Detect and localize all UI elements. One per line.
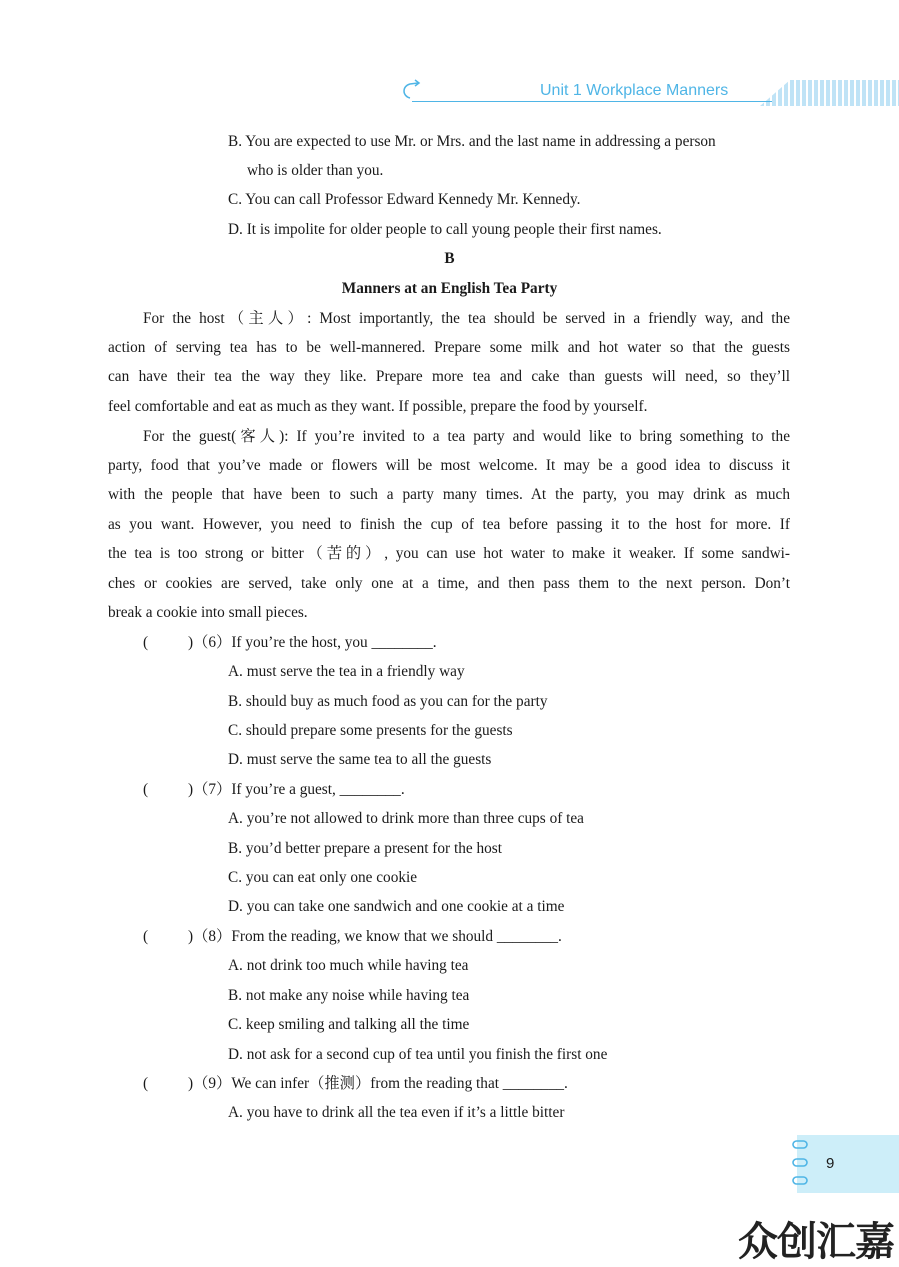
header-stripe-decoration [760,80,899,106]
page-number: 9 [826,1155,835,1172]
passage-line: For the host（主人）: Most importantly, the tea should be served in a friendly way, and the [143,310,790,327]
passage-line: break a cookie into small pieces. [108,604,308,621]
section-letter: B [444,250,455,267]
answer-blank-open[interactable]: ( [143,634,149,651]
question-6-option-d: D. must serve the same tea to all the guests [228,751,492,768]
passage-line: For the guest(客人): If you’re invited to a tea party and would like to bring something to the [143,428,790,445]
answer-blank-open[interactable]: ( [143,928,149,945]
question-7-stem: )（7）If you’re a guest, ________. [188,781,405,798]
question-7-option-a: A. you’re not allowed to drink more than three cups of tea [228,810,584,827]
page-number-tab [797,1135,899,1193]
question-9-option-a: A. you have to drink all the tea even if it’s a little bitter [228,1104,565,1121]
unit-title: Unit 1 Workplace Manners [540,82,729,99]
passage-line: can have their tea the way they like. Prepare more tea and cake than guests will need, so they’ll [108,368,790,385]
option-d: D. It is impolite for older people to call young people their first names. [228,221,662,238]
answer-blank-open[interactable]: ( [143,1075,149,1092]
passage-line: as you want. However, you need to finish the cup of tea before passing it to the host for more. If [108,516,790,533]
header-rule [412,101,772,102]
question-7-option-b: B. you’d better prepare a present for the host [228,840,502,857]
question-6-stem: )（6）If you’re the host, you ________. [188,634,437,651]
passage-line: party, food that you’ve made or flowers will be most welcome. It may be a good idea to discuss it [108,457,790,474]
passage-line: feel comfortable and eat as much as they want. If possible, prepare the food by yourself. [108,398,648,415]
passage-title: Manners at an English Tea Party [341,280,558,297]
question-8-option-a: A. not drink too much while having tea [228,957,469,974]
watermark-logo: 众创汇嘉 [738,1219,894,1265]
passage-line: the tea is too strong or bitter（苦的）, you can use hot water to make it weaker. If some sandwi- [108,545,790,562]
running-header [400,76,899,110]
passage-line: action of serving tea has to be well-mannered. Prepare some milk and hot water so that the guests [108,339,790,356]
question-7-option-c: C. you can eat only one cookie [228,869,418,886]
option-b-line2: who is older than you. [247,162,384,179]
answer-blank-open[interactable]: ( [143,781,149,798]
binder-rings-icon [790,1138,810,1188]
question-8-option-b: B. not make any noise while having tea [228,987,470,1004]
question-7-option-d: D. you can take one sandwich and one cookie at a time [228,898,565,915]
question-8-option-c: C. keep smiling and talking all the time [228,1016,470,1033]
question-6-option-c: C. should prepare some presents for the guests [228,722,513,739]
passage-line: ches or cookies are served, take only one at a time, and then pass them to the next person. Don’t [108,575,790,592]
question-6-option-b: B. should buy as much food as you can for the party [228,693,548,710]
question-6-option-a: A. must serve the tea in a friendly way [228,663,465,680]
passage-line: with the people that have been to such a party many times. At the party, you may drink as much [108,486,790,503]
question-9-stem: )（9）We can infer（推测）from the reading that ________. [188,1075,568,1092]
option-c: C. You can call Professor Edward Kennedy Mr. Kennedy. [228,191,581,208]
curl-arrow-icon [400,78,424,102]
option-b-line1: B. You are expected to use Mr. or Mrs. and the last name in addressing a person [228,133,716,150]
question-8-stem: )（8）From the reading, we know that we should ________. [188,928,562,945]
question-8-option-d: D. not ask for a second cup of tea until you finish the first one [228,1046,608,1063]
